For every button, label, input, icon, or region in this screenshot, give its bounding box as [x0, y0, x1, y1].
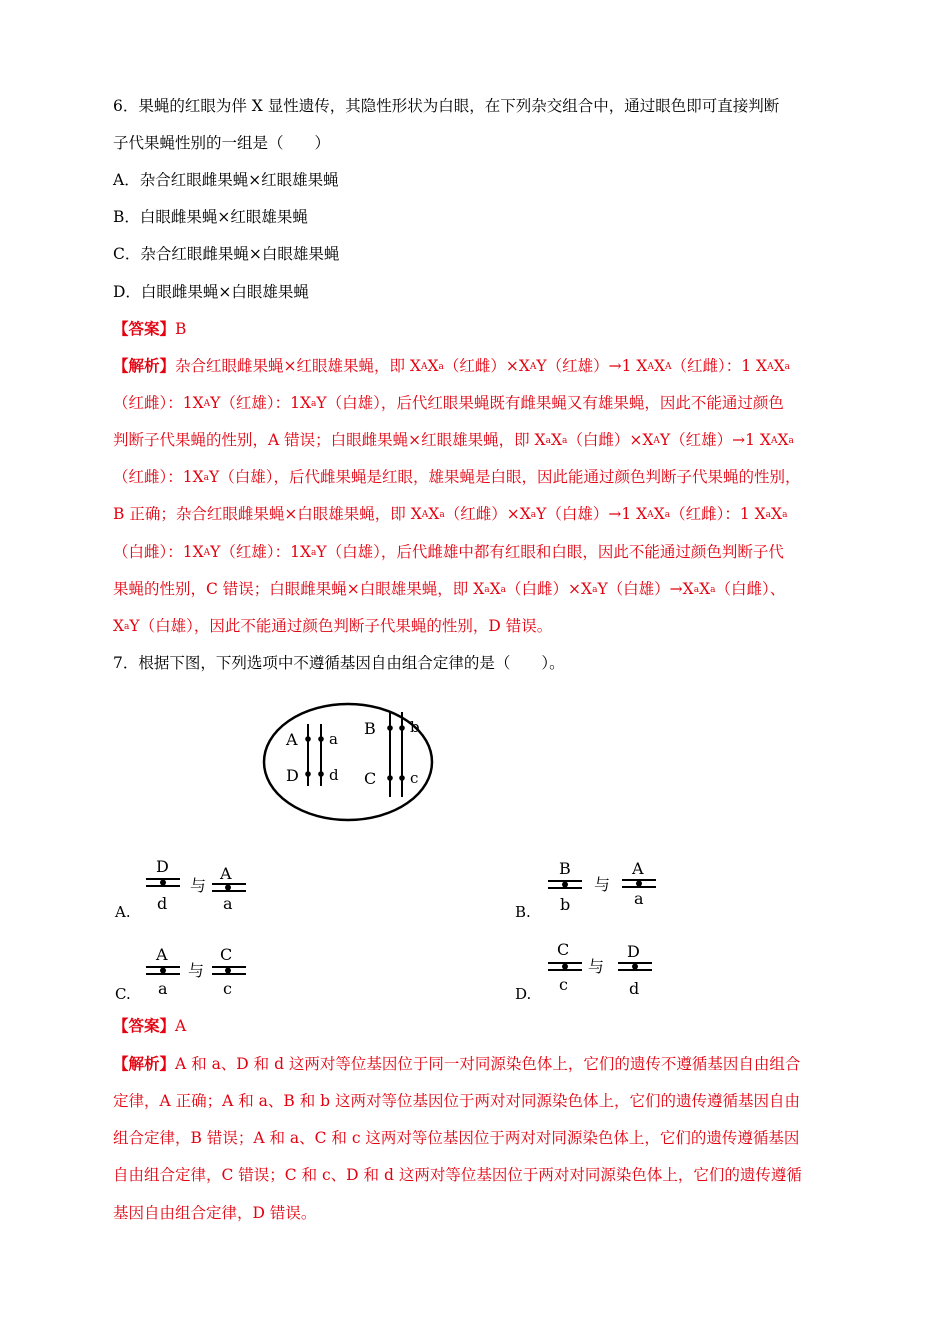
q6-analysis-line8: $X^aY$（白雄），因此不能通过颜色判断子代果蝇的性别，D 错误。 [113, 617, 553, 635]
gene-locus [160, 968, 166, 974]
q7-option-a-label: A. [115, 903, 131, 921]
allele-bottom: a [223, 894, 233, 913]
q7-answer [113, 1016, 186, 1036]
connector-yu: 与 [588, 957, 605, 976]
q7-option-a-diagram [140, 854, 252, 914]
analysis-tag: 【解析】 [113, 1054, 176, 1073]
gene-locus [562, 964, 568, 970]
q7-option-d-label: D. [515, 985, 532, 1003]
q6-analysis-line2: （红雌）：$1X^AY$（红雄）：$1X^aY$（白雄），后代红眼果蝇既有雌果蝇又有雄果蝇，因此不能通过颜色 [113, 394, 784, 412]
allele-top: C [220, 945, 233, 964]
gene-label-C: C [364, 769, 377, 788]
allele-top: C [557, 940, 570, 959]
allele-bottom: d [157, 894, 168, 913]
q6-analysis-line6: （白雌）：$1X^AY$（红雄）：$1X^aY$（白雄），后代雌雄中都有红眼和白眼，因此不能通过颜色判断子代 [113, 543, 784, 561]
allele-top: D [627, 942, 640, 961]
gene-label-A: A [286, 730, 298, 749]
allele-top: A [632, 859, 644, 878]
q7-option-d-diagram [542, 936, 664, 998]
q6-analysis-line4: （红雌）：$1X^aY$（白雄），后代雌果蝇是红眼，雄果蝇是白眼，因此能通过颜色判断子代果蝇的性别， [113, 468, 801, 486]
allele-bottom: a [158, 979, 168, 998]
q7-stem: 7．根据下图，下列选项中不遵循基因自由组合定律的是（ ）。 [113, 654, 565, 672]
q6-option-b: B．白眼雌果蝇×红眼雄果蝇 [113, 208, 308, 226]
gene-label-c: c [410, 769, 419, 787]
gene-locus [632, 964, 638, 970]
answer-value: A [175, 1017, 187, 1035]
allele-bottom: c [559, 975, 568, 994]
gene-locus [399, 775, 405, 781]
q7-analysis-line2: 定律，A 正确；A 和 a、B 和 b 这两对等位基因位于两对对同源染色体上，它们的遗传遵循基因自由 [113, 1092, 801, 1110]
q7-option-c-diagram [140, 940, 252, 1000]
q7-analysis-line4: 自由组合定律，C 错误；C 和 c、D 和 d 这两对等位基因位于两对对同源染色体上，它们的遗传遵循 [113, 1166, 802, 1184]
allele-top: A [220, 864, 232, 883]
gene-label-D: D [286, 766, 299, 785]
gene-locus [562, 882, 568, 888]
q6-answer [113, 319, 186, 339]
q6-analysis-line7: 果蝇的性别，C 错误；白眼雌果蝇×白眼雄果蝇，即 $X^aX^a$（白雌）$\times X^aY$（白雄）$\to X^aX^a$（白雌）、 [113, 580, 786, 598]
q6-stem-line2: 子代果蝇性别的一组是（ ） [113, 134, 331, 152]
allele-bottom: d [629, 979, 640, 998]
cell-membrane [264, 704, 432, 820]
q6-option-a: A．杂合红眼雌果蝇×红眼雄果蝇 [113, 171, 339, 189]
q6-analysis-line5: B 正确；杂合红眼雌果蝇×白眼雄果蝇，即 $X^AX^a$（红雌）$\times X^aY$（白雄）→1 $X^AX^a$（红雌）：1 $X^aX^a$ [113, 505, 788, 523]
q7-option-b-diagram [542, 854, 664, 914]
gene-locus [318, 771, 324, 777]
q7-option-c-label: C. [115, 985, 131, 1003]
gene-locus [399, 725, 405, 731]
gene-locus [387, 775, 393, 781]
cell-diagram [262, 702, 434, 824]
allele-bottom: b [560, 895, 571, 914]
q6-analysis-line3: 判断子代果蝇的性别，A 错误；白眼雌果蝇×红眼雄果蝇，即 $X^aX^a$（白雌）$\times X^AY$（红雄）→1 $X^AX^a$ [113, 431, 794, 449]
q6-stem-line1: 6．果蝇的红眼为伴 X 显性遗传，其隐性形状为白眼，在下列杂交组合中，通过眼色即可直接判断 [113, 97, 780, 115]
q6-option-c: C．杂合红眼雌果蝇×白眼雄果蝇 [113, 245, 340, 263]
gene-label-a: a [329, 730, 338, 748]
q7-analysis-line1 [113, 1054, 800, 1074]
gene-label-b: b [410, 718, 420, 736]
gene-locus [318, 736, 324, 742]
analysis-text: A 和 a、D 和 d 这两对等位基因位于同一对同源染色体上，它们的遗传不遵循基因自由组合 [175, 1055, 801, 1073]
connector-yu: 与 [188, 961, 205, 980]
allele-top: A [156, 945, 168, 964]
gene-locus [636, 881, 642, 887]
gene-locus [160, 880, 166, 886]
gene-label-B: B [364, 719, 376, 738]
gene-locus [225, 968, 231, 974]
q6-option-d: D．白眼雌果蝇×白眼雄果蝇 [113, 283, 309, 301]
q7-analysis-line5: 基因自由组合定律，D 错误。 [113, 1204, 317, 1222]
gene-label-d: d [329, 766, 339, 784]
q7-option-b-label: B. [515, 903, 531, 921]
allele-top: D [156, 857, 169, 876]
analysis-tag: 【解析】 [113, 356, 176, 375]
answer-tag: 【答案】 [113, 1016, 176, 1035]
allele-top: B [559, 859, 571, 878]
answer-tag: 【答案】 [113, 319, 176, 338]
gene-locus [387, 725, 393, 731]
q7-analysis-line3: 组合定律，B 错误；A 和 a、C 和 c 这两对等位基因位于两对对同源染色体上，它们的遗传遵循基因 [113, 1129, 800, 1147]
answer-value: B [175, 320, 187, 338]
q6-analysis-line1: 【解析】杂合红眼雌果蝇×红眼雄果蝇，即 $X^AX^a$（红雌）$\times X^AY$（红雄）→1 $X^AX^A$（红雌）：1 $X^AX^a$ [113, 356, 791, 375]
connector-yu: 与 [594, 875, 611, 894]
gene-locus [225, 885, 231, 891]
allele-bottom: a [634, 889, 644, 908]
connector-yu: 与 [190, 876, 207, 895]
allele-bottom: c [223, 979, 232, 998]
gene-locus [305, 736, 311, 742]
gene-locus [305, 771, 311, 777]
